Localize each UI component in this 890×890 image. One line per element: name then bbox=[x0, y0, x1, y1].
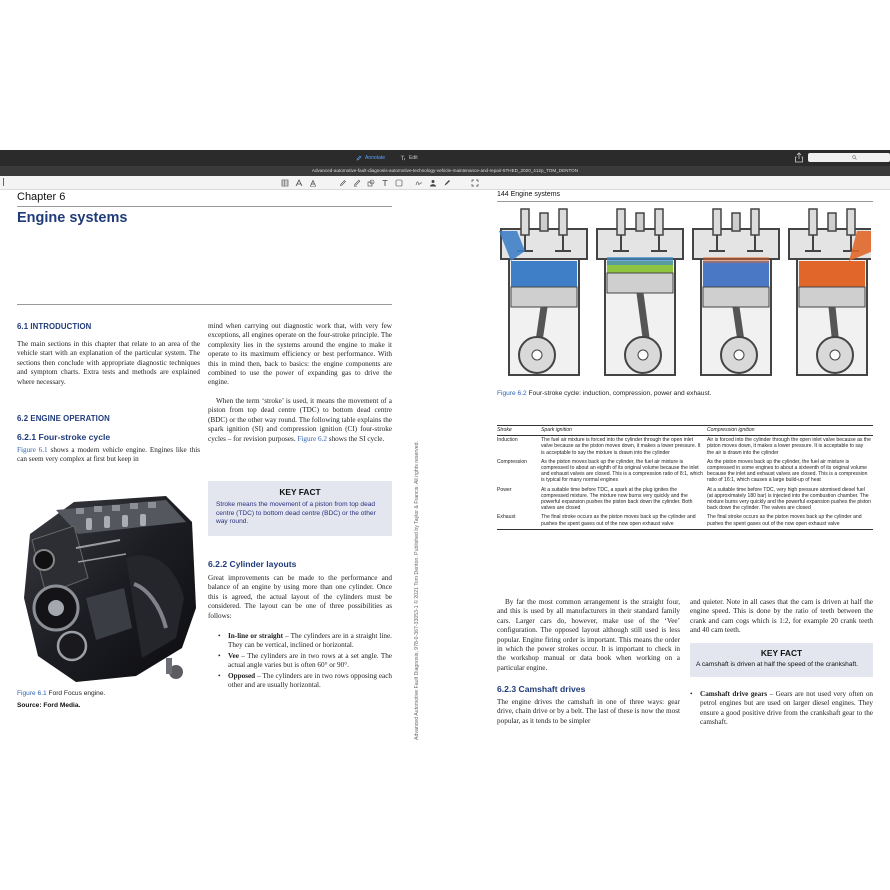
sketch-icon[interactable] bbox=[338, 178, 348, 188]
chapter-rule-bottom bbox=[17, 304, 392, 305]
table-header-row bbox=[497, 426, 873, 436]
window-titlebar bbox=[0, 150, 890, 166]
camshaft-drives-paragraph: The engine drives the camshaft in one of three ways: gear drive, chain drive or by a belt. The last of these is now the most popular, as it tends to be simpler bbox=[497, 698, 680, 725]
list-item: • Opposed – The cylinders are in two rows opposing each other and are usually horizontal. bbox=[218, 672, 392, 691]
list-item: • Vee – The cylinders are in two rows at a set angle. The actual angle varies but is often 60° or 90°. bbox=[218, 652, 392, 671]
compression-cylinder bbox=[597, 209, 683, 375]
fullscreen-icon[interactable] bbox=[470, 178, 480, 188]
header-compression-ignition: Compression ignition bbox=[707, 426, 873, 436]
shapes-icon[interactable] bbox=[366, 178, 376, 188]
key-fact-text: A camshaft is driven at half the speed of the crankshaft. bbox=[696, 661, 859, 668]
power-cylinder bbox=[693, 209, 779, 375]
chapter-title: Engine systems bbox=[17, 210, 128, 226]
document-path: Advanced-automotive-fault-diagnosis-automotive-technology-vehicle-maintenance-and-repair-5THED_2020_412p_TOM_DENTON bbox=[0, 166, 890, 176]
cylinder-arrangement-paragraph: By far the most common arrangement is the straight four, and this is used by all manufacturers in their standard family cars. Larger cars do, however, make use of the ‘Vee’ configuration. The opposed layout although still used is less popular. Engine firing order is important. This means the order in which the power strokes occur. It is important to check in the workshop manual or data book when working on a particular engine. bbox=[497, 598, 680, 672]
annotate-label: Annotate bbox=[365, 155, 386, 161]
annotation-toolbar bbox=[0, 176, 890, 190]
camshaft-speed-paragraph: and quieter. Note in all cases that the cam is driven at half the engine speed. This is done by the ratio of teeth between the crank and cam cogs which is 1:2, for example 20 crank teeth and 40 cam teeth. bbox=[690, 598, 873, 635]
section-cylinder-layouts-heading: 6.2.2 Cylinder layouts bbox=[208, 559, 297, 569]
four-stroke-continued-paragraph: mind when carrying out diagnostic work that, with very few exceptions, all engines operate on the four-stroke principle. The complexity lies in the systems around the engine to make it operate to its maximum efficiency or best performance. With this in mind then, back to basics: the engine components are combined to use the power of expanding gas to drive the engine. bbox=[208, 322, 392, 387]
page-edge-marker bbox=[3, 178, 4, 186]
four-stroke-paragraph: Figure 6.1 shows a modern vehicle engine. Engines like this can seem very complex at first but keep in bbox=[17, 446, 200, 464]
key-fact-title: KEY FACT bbox=[279, 487, 321, 497]
draw-icon[interactable] bbox=[352, 178, 362, 188]
table-row: Exhaust The final stroke occurs as the piston moves back up the cylinder and pushes the spent gases out of the now open exhaust valve The final stroke occurs as the piston moves back up the cylinder and pushes the spent gases out of the now open exhaust valve bbox=[497, 513, 873, 529]
running-head: 144 Engine systems bbox=[497, 191, 561, 198]
edit-mode-button[interactable] bbox=[400, 153, 418, 163]
thumbnails-icon[interactable] bbox=[280, 178, 290, 188]
camshaft-drive-list bbox=[690, 690, 873, 729]
table-row: Compression As the piston moves back up the cylinder, the fuel air mixture is compressed to about an eighth of its original volume because the inlet and exhaust valves are closed. This is a compression ratio of 8:1, which is typical for many normal engines As the piston moves back up the cylinder, the fuel air mixture is compressed in some engines to about a sixteenth of its original volume because the inlet and exhaust valves are closed. This is a compression ratio of 16:1, which causes a large build-up of heat bbox=[497, 458, 868, 484]
four-stroke-table bbox=[497, 425, 873, 530]
chapter-label: Chapter 6 bbox=[17, 191, 66, 203]
text-size-icon[interactable] bbox=[294, 178, 304, 188]
text-style-icon[interactable] bbox=[308, 178, 318, 188]
chapter-rule-top bbox=[17, 206, 392, 207]
text-box-icon[interactable] bbox=[380, 178, 390, 188]
signature-icon[interactable] bbox=[414, 178, 424, 188]
header-spark-ignition: Spark ignition bbox=[541, 426, 707, 436]
section-introduction-heading: 6.1 INTRODUCTION bbox=[17, 322, 92, 331]
exhaust-cylinder bbox=[789, 209, 871, 375]
annotate-mode-button[interactable] bbox=[356, 153, 385, 163]
key-fact-text: Stroke means the movement of a piston from top dead centre (TDC) to bottom dead centre (BDC) or the other way round. bbox=[216, 501, 376, 526]
section-engine-operation-heading: 6.2 ENGINE OPERATION bbox=[17, 414, 110, 423]
running-head-rule bbox=[497, 201, 873, 202]
cylinder-layouts-paragraph: Great improvements can be made to the performance and balance of an engine by using more than one cylinder. Once this is agreed, the actual layout of the cylinders must be considered. The layout can be one of three possibilities as follows: bbox=[208, 574, 392, 620]
edit-label: Edit bbox=[409, 155, 418, 161]
figure-6-1-caption: Figure 6.1 Ford Focus engine. bbox=[17, 690, 106, 697]
text-edit-icon bbox=[400, 155, 406, 161]
key-fact-title: KEY FACT bbox=[760, 648, 803, 658]
copyright-notice: Advanced Automotive Fault Diagnosis, 978-0-367-33053-1 © 2021 Tom Denton. Published by Taylor & Francis. All rights reserved. bbox=[414, 441, 420, 740]
stroke-definition-paragraph: When the term ‘stroke’ is used, it means the movement of a piston from top dead centre (TDC) to bottom dead centre (BDC) or the other way round. The following table explains the spark ignition (SI) and compression ignition (CI) four-stroke cycles – for revision purposes. Figure 6.2 shows the SI cycle. bbox=[208, 397, 392, 443]
list-item: • Camshaft drive gears – Gears are not used very often on petrol engines but are used on larger diesel engines. They ensure a good positive drive from the crankshaft gear to the camshaft. bbox=[690, 690, 873, 728]
markup-pen-icon[interactable] bbox=[442, 178, 452, 188]
section-four-stroke-heading: 6.2.1 Four-stroke cycle bbox=[17, 432, 111, 442]
figure-6-2-caption: Figure 6.2 Four-stroke cycle: induction, compression, power and exhaust. bbox=[497, 390, 712, 397]
cylinder-layout-list bbox=[218, 632, 392, 691]
note-icon[interactable] bbox=[394, 178, 404, 188]
pencil-icon bbox=[356, 155, 362, 161]
table-row: Power At a suitable time before TDC, a spark at the plug ignites the compressed mixture. The mixture now burns very quickly and the powerful expansion pushes the piston back down the cylinder. Both valves are closed At a suitable time before TDC, very high pressure atomised diesel fuel (at approximately 180 bar) is injected into the combustion chamber. The mixture burns very quickly and the powerful expansion pushes the piston back down the cylinder. The valves are closed bbox=[497, 486, 871, 512]
ford-focus-engine-photo bbox=[16, 488, 202, 688]
figure-6-1-link[interactable]: Figure 6.1 bbox=[17, 446, 48, 454]
induction-cylinder bbox=[499, 209, 587, 375]
person-icon[interactable] bbox=[428, 178, 438, 188]
key-fact-box bbox=[208, 481, 392, 536]
figure-6-2-link[interactable]: Figure 6.2 bbox=[297, 434, 327, 443]
four-stroke-cycle-figure bbox=[497, 205, 871, 385]
section-camshaft-drives-heading: 6.2.3 Camshaft drives bbox=[497, 684, 586, 694]
list-item: • In-line or straight – The cylinders are in a straight line. They can be vertical, inclined or horizontal. bbox=[218, 632, 392, 651]
table-row: Induction The fuel air mixture is forced into the cylinder through the open inlet valve because as the piston moves down, it makes a lower pressure. It is acceptable to say the mixture is drawn into the cylinder Air is forced into the cylinder through the open inlet valve because as the piston moves down, it makes a lower pressure. It is acceptable to say the air is drawn into the cylinder bbox=[497, 437, 871, 456]
search-input[interactable] bbox=[808, 153, 890, 162]
key-fact-box-camshaft bbox=[690, 643, 873, 677]
figure-6-1-source: Source: Ford Media. bbox=[17, 702, 81, 709]
share-icon[interactable] bbox=[794, 152, 804, 163]
header-stroke: Stroke bbox=[497, 426, 541, 436]
search-icon bbox=[852, 155, 857, 160]
introduction-paragraph: The main sections in this chapter that relate to an area of the vehicle start with an explanation of the particular system. The sections then conclude with appropriate diagnostic techniques and symptom charts. Extra tests and methods are explained where necessary. bbox=[17, 340, 200, 386]
